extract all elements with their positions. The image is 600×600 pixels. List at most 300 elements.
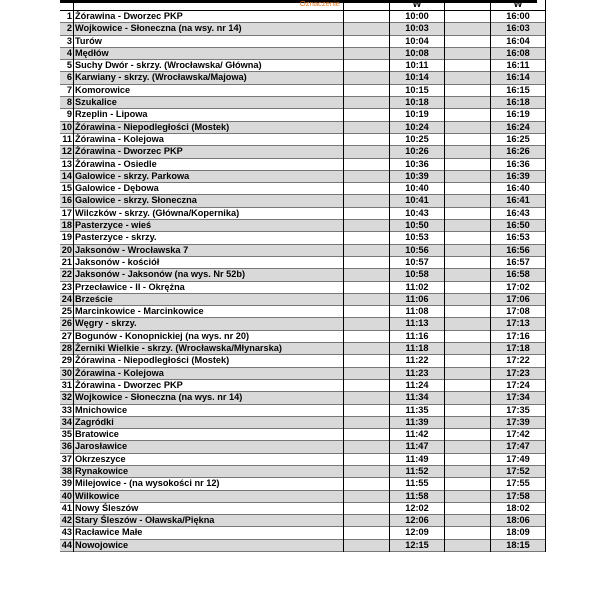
stop-name: Żórawina - Kolejowa: [74, 133, 344, 145]
departure-time-1: 11:18: [390, 343, 445, 355]
gap-cell: [344, 527, 390, 539]
stop-number: 41: [61, 502, 72, 513]
stop-name: Mnichowice: [74, 404, 344, 416]
departure-time-2: 17:39: [491, 416, 546, 428]
gap-cell: [445, 441, 491, 453]
table-row: [60, 232, 546, 244]
departure-time-2: 16:14: [491, 72, 546, 84]
departure-time-2: 17:13: [491, 318, 546, 330]
gap-cell: [445, 379, 491, 391]
stop-name: Galowice - skrzy. Słoneczna: [74, 195, 344, 207]
table-row: [60, 490, 546, 502]
departure-time-2: 17:47: [491, 441, 546, 453]
departure-time-1: 10:03: [390, 23, 445, 35]
gap-cell: [344, 502, 390, 514]
stop-number: 33: [61, 404, 72, 415]
stop-number: 5: [60, 60, 74, 72]
departure-time-1: 11:02: [390, 281, 445, 293]
departure-time-2: 18:09: [491, 527, 546, 539]
gap-cell: [344, 195, 390, 207]
stop-name: Wilczków - skrzy. (Główna/Kopernika): [74, 207, 344, 219]
gap-cell: [344, 256, 390, 268]
gap-cell: [445, 183, 491, 195]
departure-time-2: 16:41: [491, 195, 546, 207]
gap-cell: [445, 109, 491, 121]
stop-number: 44: [61, 539, 72, 550]
departure-time-1: 11:49: [390, 453, 445, 465]
gap-cell: [445, 355, 491, 367]
table-row: [60, 207, 546, 219]
stop-number: 42: [61, 515, 72, 526]
gap-cell: [344, 244, 390, 256]
departure-time-2: 17:42: [491, 429, 546, 441]
departure-time-1: 10:50: [390, 220, 445, 232]
gap-cell: [344, 539, 390, 551]
gap-cell: [445, 318, 491, 330]
departure-time-2: 16:58: [491, 269, 546, 281]
table-row: [60, 170, 546, 182]
departure-time-1: 10:19: [390, 109, 445, 121]
stop-name: Mędłów: [74, 47, 344, 59]
gap-cell: [445, 453, 491, 465]
gap-cell: [445, 23, 491, 35]
gap-cell: [344, 490, 390, 502]
departure-time-2: 18:15: [491, 539, 546, 551]
stop-name: Bratowice: [74, 429, 344, 441]
table-row: [60, 256, 546, 268]
gap-cell: [445, 306, 491, 318]
gap-cell: [445, 281, 491, 293]
stop-number: 4: [60, 47, 74, 59]
gap-cell: [445, 269, 491, 281]
gap-cell: [344, 478, 390, 490]
departure-time-2: 16:50: [491, 220, 546, 232]
gap-cell: [344, 367, 390, 379]
table-row: [60, 429, 546, 441]
departure-time-2: 17:23: [491, 367, 546, 379]
stop-name: Jarosławice: [74, 441, 344, 453]
departure-time-2: 16:00: [491, 11, 546, 23]
table-row: [60, 330, 546, 342]
stop-number: 16: [61, 195, 72, 206]
gap-cell: [344, 293, 390, 305]
departure-time-2: 16:36: [491, 158, 546, 170]
stop-number: 27: [61, 330, 72, 341]
departure-time-1: 11:42: [390, 429, 445, 441]
departure-time-1: 10:00: [390, 11, 445, 23]
table-row: [60, 515, 546, 527]
stop-number: 7: [60, 84, 74, 96]
departure-time-2: 16:57: [491, 256, 546, 268]
gap-cell: [344, 133, 390, 145]
stop-name: Bogunów - Konopnickiej (na wys. nr 20): [74, 330, 344, 342]
table-row: [60, 441, 546, 453]
departure-time-1: 11:52: [390, 465, 445, 477]
stop-name: Galowice - Dębowa: [74, 183, 344, 195]
table-row: [60, 343, 546, 355]
gap-cell: [445, 404, 491, 416]
stop-name: Przecławice - II - Okrężna: [74, 281, 344, 293]
gap-cell: [445, 490, 491, 502]
column-1-label: W: [390, 0, 445, 11]
gap-cell: [344, 269, 390, 281]
departure-time-1: 10:26: [390, 146, 445, 158]
stop-name: Galowice - skrzy. Parkowa: [74, 170, 344, 182]
departure-time-2: 16:18: [491, 97, 546, 109]
gap-cell: [344, 35, 390, 47]
gap-cell: [445, 343, 491, 355]
header-row: [60, 0, 546, 11]
stop-number: 38: [61, 465, 72, 476]
stop-number: 21: [61, 256, 72, 267]
stop-number: 14: [61, 170, 72, 181]
table-row: [60, 502, 546, 514]
departure-time-2: 16:43: [491, 207, 546, 219]
gap-cell: [445, 256, 491, 268]
departure-time-1: 11:24: [390, 379, 445, 391]
table-row: [60, 527, 546, 539]
gap-cell: [344, 330, 390, 342]
stop-name: Stary Śleszów - Oławska/Piękna: [74, 515, 344, 527]
gap-cell: [344, 60, 390, 72]
departure-time-1: 11:58: [390, 490, 445, 502]
stop-name: Żórawina - Niepodległości (Mostek): [74, 355, 344, 367]
stop-name: Jaksonów - kościół: [74, 256, 344, 268]
departure-time-2: 17:02: [491, 281, 546, 293]
gap-cell: [445, 84, 491, 96]
stop-name: Racławice Małe: [74, 527, 344, 539]
gap-cell: [445, 392, 491, 404]
gap-cell: [445, 539, 491, 551]
departure-time-1: 12:09: [390, 527, 445, 539]
departure-time-1: 10:53: [390, 232, 445, 244]
stop-number: 40: [61, 490, 72, 501]
departure-time-2: 16:53: [491, 232, 546, 244]
gap-cell: [445, 465, 491, 477]
gap-cell: [445, 367, 491, 379]
stop-name: Jaksonów - Jaksonów (na wys. Nr 52b): [74, 269, 344, 281]
gap-cell: [445, 60, 491, 72]
gap-cell: [344, 11, 390, 23]
departure-time-2: 16:39: [491, 170, 546, 182]
departure-time-1: 12:02: [390, 502, 445, 514]
gap-cell: [344, 158, 390, 170]
stop-number: 1: [60, 11, 74, 23]
stop-name: Żórawina - Niepodległości (Mostek): [74, 121, 344, 133]
stop-number: 12: [61, 146, 72, 157]
gap-cell: [344, 97, 390, 109]
stop-number: 11: [60, 133, 74, 145]
departure-time-2: 16:56: [491, 244, 546, 256]
gap-cell: [344, 515, 390, 527]
table-row: [60, 306, 546, 318]
stop-name: Zagródki: [74, 416, 344, 428]
gap-cell: [445, 478, 491, 490]
departure-time-1: 10:08: [390, 47, 445, 59]
departure-time-2: 17:24: [491, 379, 546, 391]
departure-time-1: 11:39: [390, 416, 445, 428]
gap-cell: [344, 318, 390, 330]
departure-time-1: 11:22: [390, 355, 445, 367]
stop-name: Żórawina - Osiedle: [74, 158, 344, 170]
departure-time-2: 17:16: [491, 330, 546, 342]
table-row: [60, 244, 546, 256]
stop-number: 19: [61, 232, 72, 243]
table-row: [60, 97, 546, 109]
departure-time-2: 17:35: [491, 404, 546, 416]
departure-time-2: 16:40: [491, 183, 546, 195]
gap-cell: [445, 133, 491, 145]
stop-name: Żerniki Wielkie - skrzy. (Wrocławska/Młynarska): [74, 343, 344, 355]
table-row: [60, 35, 546, 47]
gap-cell: [445, 158, 491, 170]
departure-time-1: 10:56: [390, 244, 445, 256]
gap-cell: [445, 502, 491, 514]
stop-number: 26: [61, 318, 72, 329]
table-row: [60, 133, 546, 145]
gap-cell: [344, 379, 390, 391]
departure-time-1: 11:34: [390, 392, 445, 404]
stop-number: 31: [61, 379, 72, 390]
stop-name: Żórawina - Kolejowa: [74, 367, 344, 379]
stop-number: 32: [61, 392, 72, 403]
stop-number: 17: [61, 207, 72, 218]
stop-name: Nowy Śleszów: [74, 502, 344, 514]
stop-number: 9: [60, 109, 74, 121]
table-row: [60, 72, 546, 84]
table-row: [60, 478, 546, 490]
table-row: [60, 109, 546, 121]
departure-time-1: 11:16: [390, 330, 445, 342]
gap-cell: [445, 195, 491, 207]
stop-number: 18: [61, 220, 72, 231]
stop-name: Wilkowice: [74, 490, 344, 502]
departure-time-1: 10:41: [390, 195, 445, 207]
departure-time-2: 17:08: [491, 306, 546, 318]
departure-time-1: 10:04: [390, 35, 445, 47]
gap-cell: [344, 232, 390, 244]
departure-time-2: 16:04: [491, 35, 546, 47]
gap-cell: [445, 293, 491, 305]
stop-name: Wojkowice - Słoneczna (na wys. nr 14): [74, 392, 344, 404]
table-row: [60, 11, 546, 23]
stop-number: 36: [61, 441, 72, 452]
departure-time-2: 17:18: [491, 343, 546, 355]
gap-cell: [344, 429, 390, 441]
stop-name: Pasterzyce - skrzy.: [74, 232, 344, 244]
timetable: [60, 0, 546, 552]
table-row: [60, 379, 546, 391]
departure-time-2: 17:49: [491, 453, 546, 465]
gap-cell: [344, 306, 390, 318]
gap-cell: [445, 416, 491, 428]
stop-name: Żórawina - Dworzec PKP: [74, 146, 344, 158]
stop-number: 10: [61, 121, 72, 132]
departure-time-2: 16:19: [491, 109, 546, 121]
stop-number: 20: [61, 244, 72, 255]
table-row: [60, 121, 546, 133]
departure-time-1: 11:13: [390, 318, 445, 330]
stop-name: Okrzeszyce: [74, 453, 344, 465]
table-row: [60, 183, 546, 195]
stop-name: Brzeście: [74, 293, 344, 305]
gap-cell: [344, 47, 390, 59]
stop-name: Suchy Dwór - skrzy. (Wrocławska/ Główna): [74, 60, 344, 72]
stop-name: Pasterzyce - wieś: [74, 220, 344, 232]
departure-time-2: 16:08: [491, 47, 546, 59]
departure-time-1: 10:14: [390, 72, 445, 84]
table-row: [60, 367, 546, 379]
departure-time-1: 10:11: [390, 60, 445, 72]
departure-time-1: 10:15: [390, 84, 445, 96]
stop-name: Rzeplin - Lipowa: [74, 109, 344, 121]
table-row: [60, 404, 546, 416]
gap-cell: [445, 97, 491, 109]
header-num-cell: [60, 0, 74, 11]
stop-number: 23: [61, 281, 72, 292]
departure-time-2: 17:06: [491, 293, 546, 305]
header-gap-cell: [445, 0, 491, 11]
table-row: [60, 281, 546, 293]
gap-cell: [344, 220, 390, 232]
table-row: [60, 158, 546, 170]
departure-time-1: 12:15: [390, 539, 445, 551]
stop-name: Nowojowice: [74, 539, 344, 551]
gap-cell: [344, 416, 390, 428]
stop-number: 13: [61, 158, 72, 169]
departure-time-1: 10:18: [390, 97, 445, 109]
gap-cell: [445, 515, 491, 527]
gap-cell: [445, 220, 491, 232]
departure-time-1: 10:57: [390, 256, 445, 268]
departure-time-2: 16:11: [491, 60, 546, 72]
gap-cell: [445, 244, 491, 256]
table-row: [60, 453, 546, 465]
gap-cell: [445, 330, 491, 342]
stop-name: Komorowice: [74, 84, 344, 96]
departure-time-2: 16:25: [491, 133, 546, 145]
gap-cell: [445, 146, 491, 158]
departure-time-2: 16:03: [491, 23, 546, 35]
table-row: [60, 465, 546, 477]
gap-cell: [445, 170, 491, 182]
stop-name: Milejowice - (na wysokości nr 12): [74, 478, 344, 490]
stop-number: 2: [60, 23, 74, 35]
departure-time-1: 10:40: [390, 183, 445, 195]
departure-time-1: 10:24: [390, 121, 445, 133]
stop-name: Marcinkowice - Marcinkowice: [74, 306, 344, 318]
table-row: [60, 293, 546, 305]
stop-number: 34: [61, 416, 72, 427]
gap-cell: [344, 183, 390, 195]
departure-time-1: 10:39: [390, 170, 445, 182]
gap-cell: [344, 146, 390, 158]
stop-number: 24: [61, 293, 72, 304]
gap-cell: [445, 527, 491, 539]
gap-cell: [445, 72, 491, 84]
gap-cell: [344, 453, 390, 465]
table-row: [60, 318, 546, 330]
departure-time-1: 10:25: [390, 133, 445, 145]
stop-number: 39: [61, 478, 72, 489]
departure-time-2: 17:55: [491, 478, 546, 490]
table-row: [60, 220, 546, 232]
departure-time-1: 10:36: [390, 158, 445, 170]
gap-cell: [344, 355, 390, 367]
departure-time-1: 11:23: [390, 367, 445, 379]
departure-time-1: 11:35: [390, 404, 445, 416]
gap-cell: [445, 47, 491, 59]
departure-time-2: 16:15: [491, 84, 546, 96]
stop-number: 22: [61, 269, 72, 280]
stop-number: 35: [61, 429, 72, 440]
departure-time-2: 17:34: [491, 392, 546, 404]
stop-name: Wojkowice - Słoneczna (na wsy. nr 14): [74, 23, 344, 35]
table-row: [60, 47, 546, 59]
departure-time-1: 11:47: [390, 441, 445, 453]
stop-name: Karwiany - skrzy. (Wrocławska/Majowa): [74, 72, 344, 84]
stop-number: 43: [61, 527, 72, 538]
stop-number: 6: [60, 72, 74, 84]
stop-name: Żórawina - Dworzec PKP: [74, 379, 344, 391]
gap-cell: [445, 11, 491, 23]
gap-cell: [344, 392, 390, 404]
stop-number: 37: [61, 453, 72, 464]
stop-name: Węgry - skrzy.: [74, 318, 344, 330]
gap-cell: [344, 84, 390, 96]
departure-time-1: 10:58: [390, 269, 445, 281]
stop-name: Szukalice: [74, 97, 344, 109]
stop-name: Rynakowice: [74, 465, 344, 477]
stop-number: 28: [61, 343, 72, 354]
gap-cell: [445, 232, 491, 244]
stop-number: 3: [60, 35, 74, 47]
header-gap-cell: [344, 0, 390, 11]
gap-cell: [344, 404, 390, 416]
column-2-label: W: [491, 0, 546, 11]
stop-name: Turów: [74, 35, 344, 47]
gap-cell: [344, 170, 390, 182]
timetable-sheet: [60, 0, 599, 552]
designation-label: Oznaczenie: [74, 0, 344, 11]
departure-time-2: 17:22: [491, 355, 546, 367]
stop-number: 8: [60, 97, 74, 109]
table-row: [60, 416, 546, 428]
gap-cell: [445, 35, 491, 47]
gap-cell: [344, 23, 390, 35]
timetable-body: [60, 0, 546, 552]
stop-name: Żórawina - Dworzec PKP: [74, 11, 344, 23]
gap-cell: [344, 281, 390, 293]
stop-name: Jaksonów - Wrocławska 7: [74, 244, 344, 256]
gap-cell: [344, 343, 390, 355]
stop-number: 30: [61, 367, 72, 378]
gap-cell: [344, 465, 390, 477]
table-row: [60, 392, 546, 404]
departure-time-1: 12:06: [390, 515, 445, 527]
stop-number: 15: [61, 183, 72, 194]
table-row: [60, 269, 546, 281]
departure-time-2: 18:06: [491, 515, 546, 527]
stop-number: 29: [61, 355, 72, 366]
departure-time-2: 18:02: [491, 502, 546, 514]
gap-cell: [445, 429, 491, 441]
gap-cell: [344, 121, 390, 133]
gap-cell: [445, 207, 491, 219]
gap-cell: [344, 72, 390, 84]
table-row: [60, 23, 546, 35]
departure-time-2: 16:26: [491, 146, 546, 158]
